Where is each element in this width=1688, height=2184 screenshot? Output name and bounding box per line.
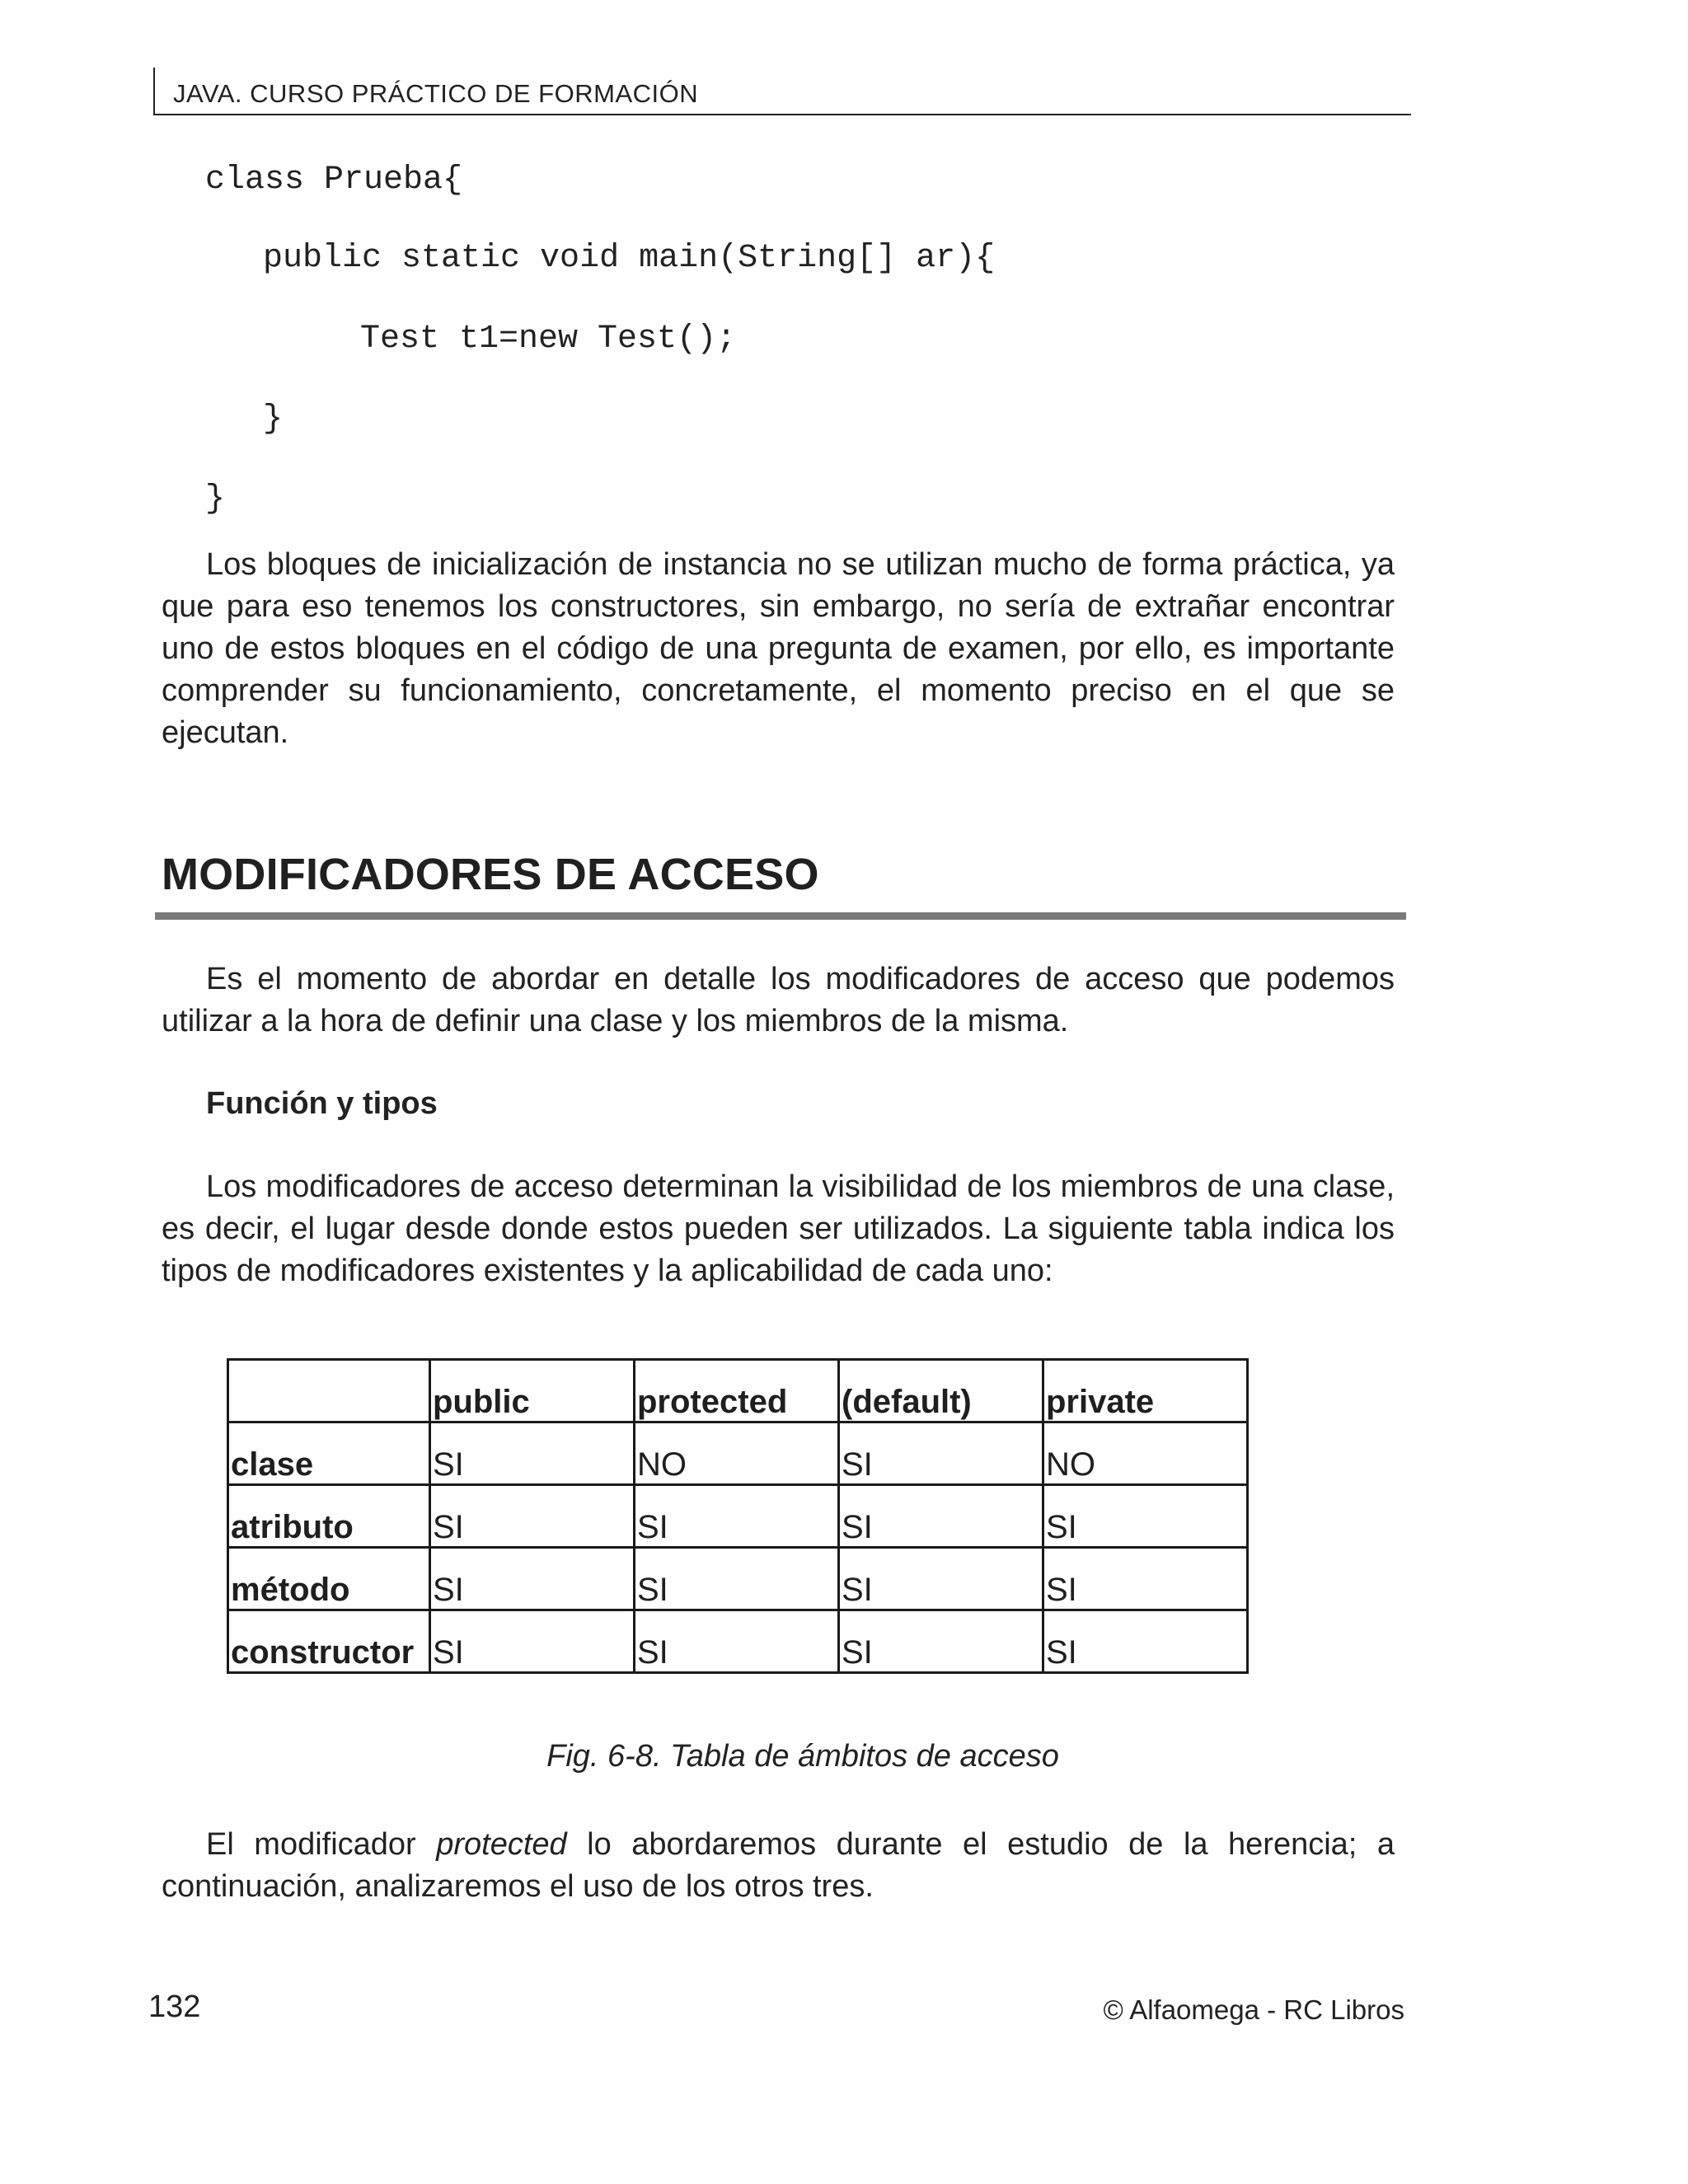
table-cell: SI [1043,1610,1248,1673]
table-row-label: método [228,1548,430,1610]
table-row [228,1485,1248,1548]
page-number: 132 [148,1990,201,2024]
table-cell: SI [1043,1485,1248,1548]
code-line: public static void main(String[] ar){ [263,240,996,277]
table-row-label: constructor [228,1610,430,1673]
closing-text [162,1824,1395,1908]
table-cell: SI [839,1548,1043,1610]
table-header-cell: (default) [839,1360,1043,1422]
table-header-cell [228,1360,430,1422]
section-heading: MODIFICADORES DE ACCESO [162,850,819,899]
table-cell: SI [839,1485,1043,1548]
table-row-label: atributo [228,1485,430,1548]
code-line: } [205,480,226,518]
table-header-cell: public [430,1360,635,1422]
table-cell: SI [635,1485,839,1548]
table-row [228,1610,1248,1673]
table-cell: SI [635,1548,839,1610]
table-row [228,1422,1248,1485]
table-cell: SI [839,1610,1043,1673]
access-modifier-table [227,1358,1249,1674]
table-cell: SI [1043,1548,1248,1610]
closing-suffix: lo abordaremos durante el estudio de la herencia; a continuación, analizaremos el uso de los otros tres. [162,1827,1395,1904]
section-body [162,1166,1395,1292]
publisher-credit: © Alfaomega - RC Libros [1103,1994,1404,2025]
table-cell: SI [430,1610,635,1673]
code-line: class Prueba{ [205,162,463,199]
section-intro [162,958,1395,1043]
section-body-text: Los modificadores de acceso determinan la visibilidad de los miembros de una clase, es decir, el lugar desde donde estos pueden ser utilizados. La siguiente tabla indica los tipos de modificadores existentes y la aplicabilidad de cada uno: [162,1169,1395,1288]
table-cell: SI [430,1422,635,1485]
table-cell: SI [839,1422,1043,1485]
table-header-cell: protected [635,1360,839,1422]
closing-prefix: El modificador [206,1827,437,1862]
table-cell: NO [635,1422,839,1485]
table-cell: NO [1043,1422,1248,1485]
running-header [153,68,1411,115]
section-divider [155,912,1406,920]
paragraph-text: Los bloques de inicialización de instancia no se utilizan mucho de forma práctica, ya que para eso tenemos los constructores, sin embargo, no sería de extrañar encontrar uno de estos bloques en el código de una pregunta de examen, por ello, es importante comprender su funcionamiento, concretamente, el momento preciso en el que se ejecutan. [162,547,1395,750]
code-line: } [263,401,284,438]
subheading: Función y tipos [206,1086,438,1121]
closing-paragraph [162,1824,1395,1908]
paragraph-instance-blocks [162,544,1395,754]
table-header-cell: private [1043,1360,1248,1422]
table-cell: SI [635,1610,839,1673]
table-cell: SI [430,1548,635,1610]
code-line: Test t1=new Test(); [360,321,737,358]
figure-caption: Fig. 6-8. Tabla de ámbitos de acceso [546,1739,1059,1774]
table-header-row [228,1360,1248,1422]
table-row [228,1548,1248,1610]
table-cell: SI [430,1485,635,1548]
table-row-label: clase [228,1422,430,1485]
running-title: JAVA. CURSO PRÁCTICO DE FORMACIÓN [173,79,699,108]
section-intro-text: Es el momento de abordar en detalle los modificadores de acceso que podemos utilizar a la hora de definir una clase y los miembros de la misma. [162,962,1395,1038]
closing-emphasis: protected [436,1827,567,1862]
